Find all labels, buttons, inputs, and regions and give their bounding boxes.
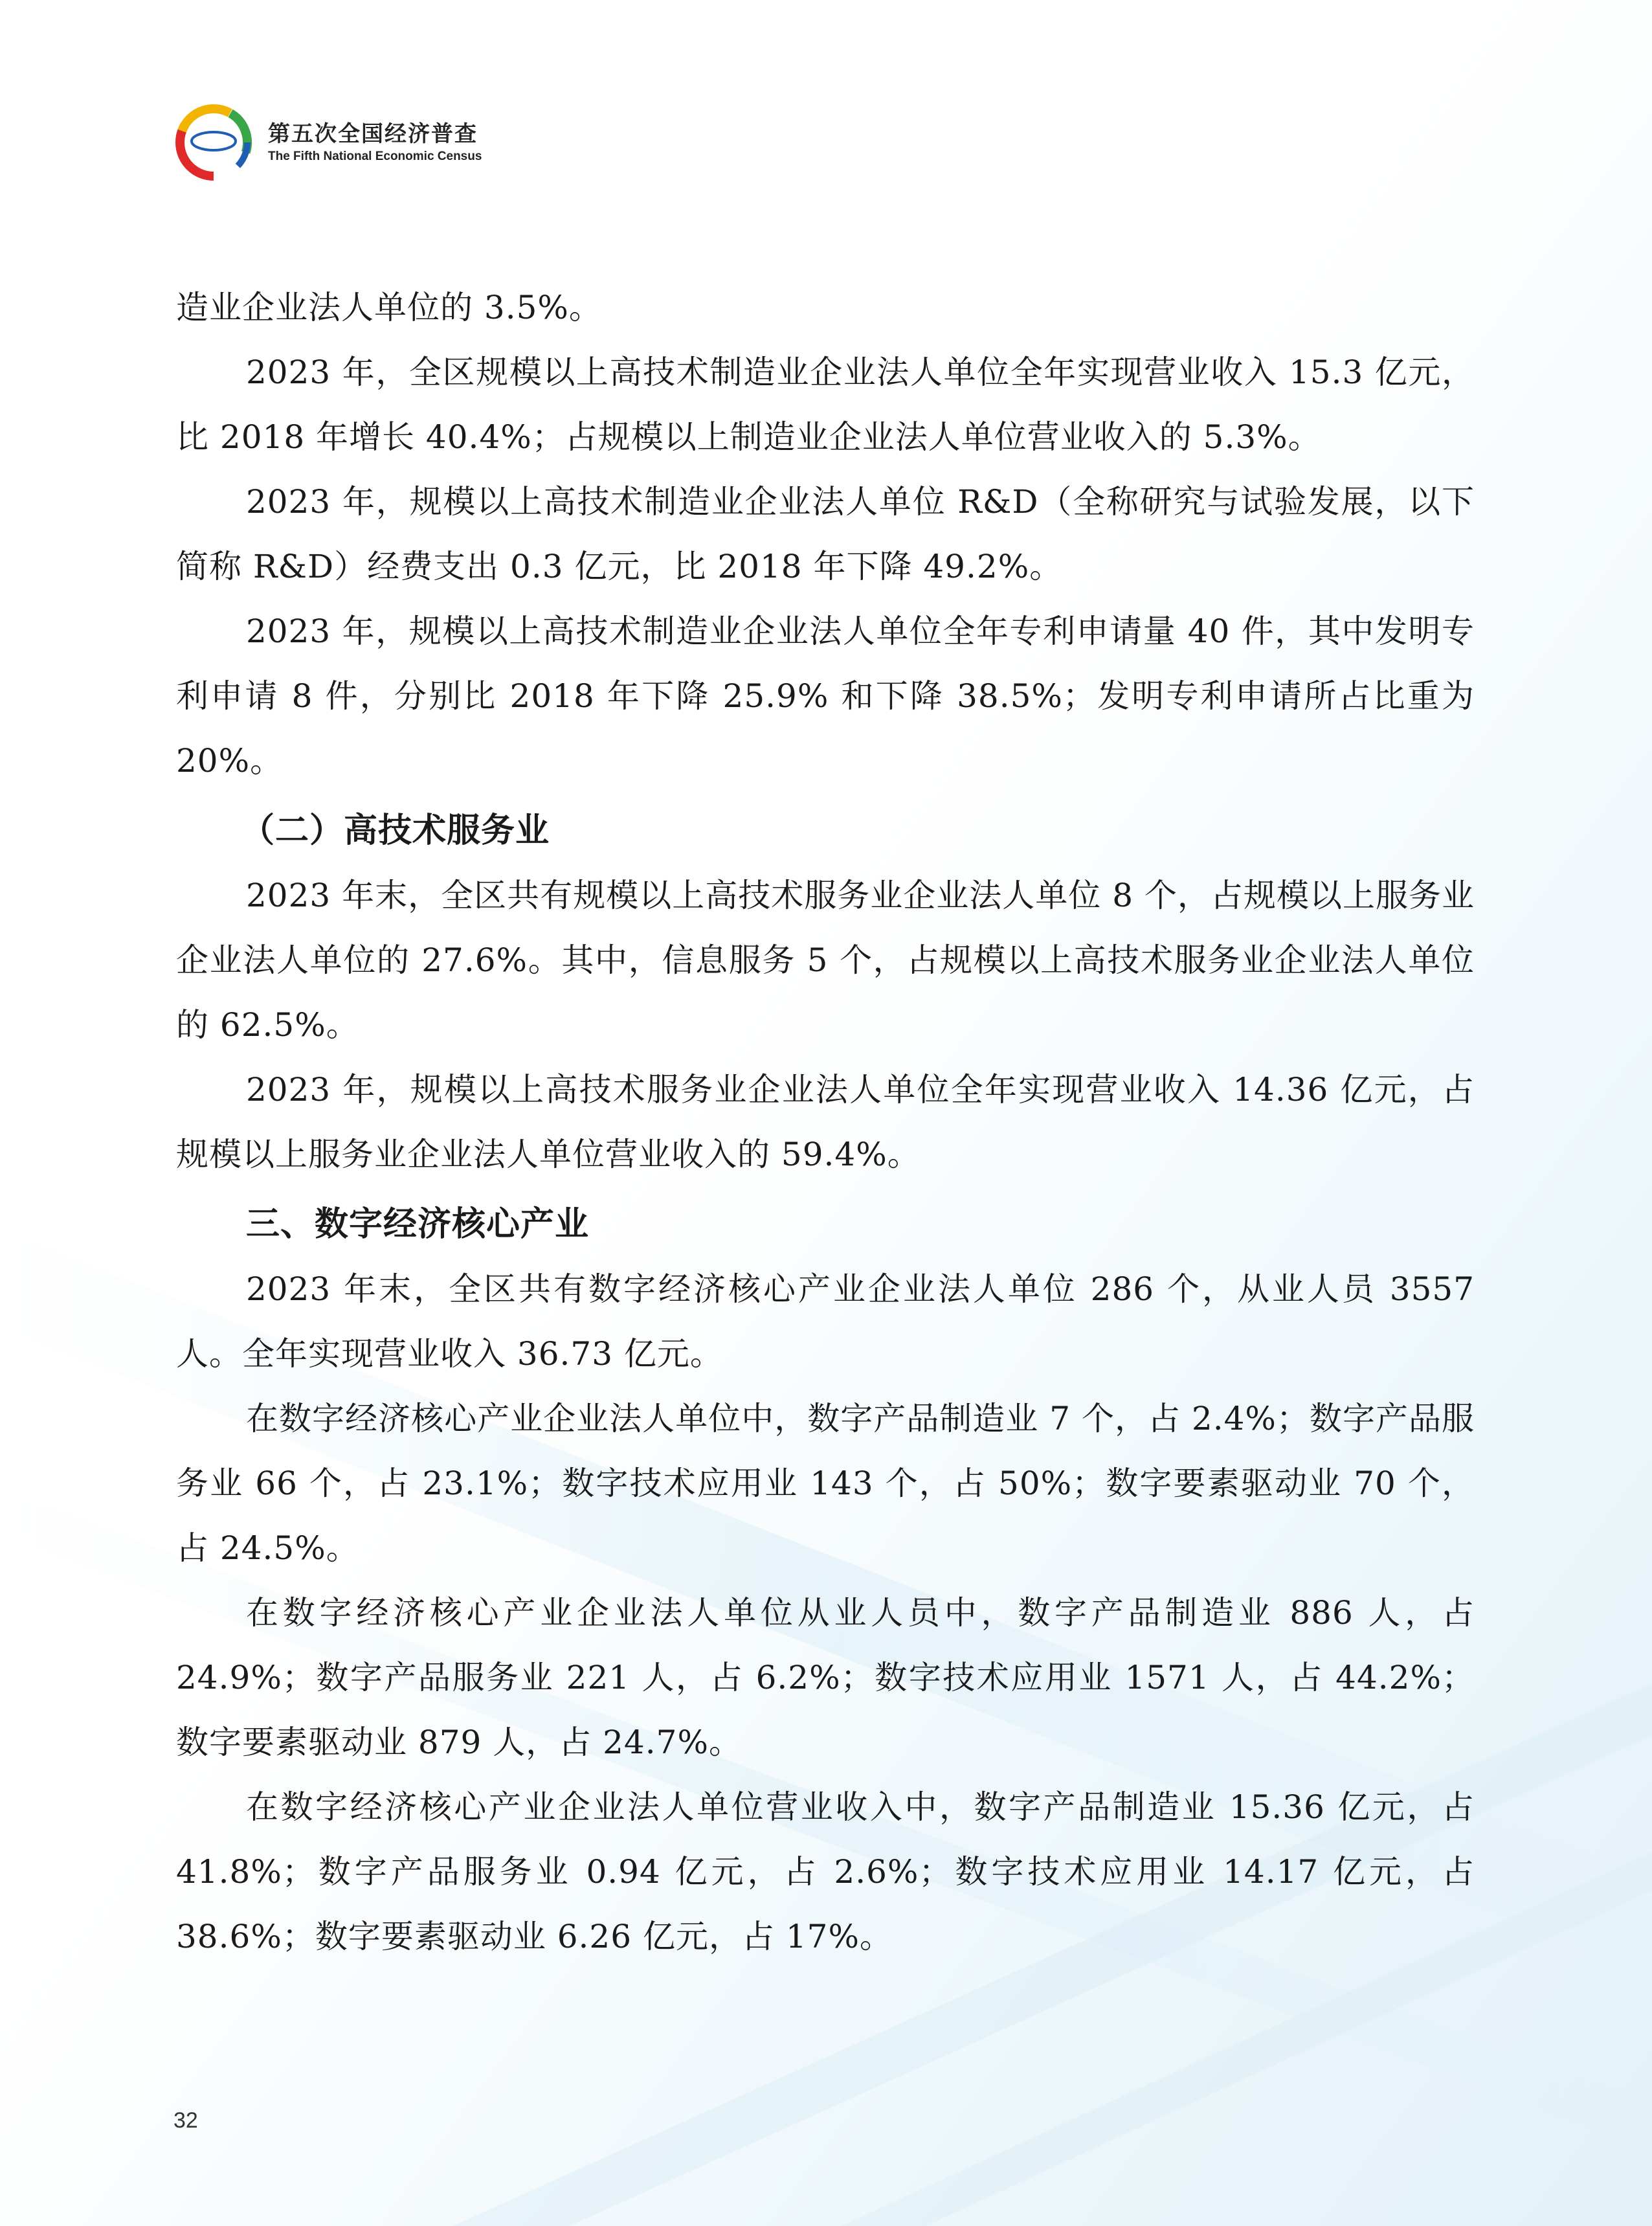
census-title-en: The Fifth National Economic Census: [268, 150, 482, 163]
page-number: 32: [173, 2108, 198, 2133]
body-content: [176, 275, 1475, 1969]
paragraph: 造业企业法人单位的 3.5%。: [176, 289, 602, 326]
paragraph: 2023 年，规模以上高技术制造业企业法人单位 R&D（全称研究与试验发展，以下简称 R&D）经费支出 0.3 亿元，比 2018 年下降 49.2%。: [176, 483, 1475, 585]
section-heading: （二）高技术服务业: [241, 811, 550, 850]
paragraph: 2023 年末，全区共有数字经济核心产业企业法人单位 286 个，从业人员 3557 人。全年实现营业收入 36.73 亿元。: [176, 1270, 1475, 1373]
paragraph: 2023 年，规模以上高技术服务业企业法人单位全年实现营业收入 14.36 亿元，占规模以上服务业企业法人单位营业收入的 59.4%。: [176, 1071, 1475, 1173]
section-heading: 三、数字经济核心产业: [246, 1205, 590, 1244]
page-header: [173, 97, 482, 188]
paragraph: 在数字经济核心产业企业法人单位营业收入中，数字产品制造业 15.36 亿元，占 41.8%；数字产品服务业 0.94 亿元，占 2.6%；数字技术应用业 14.17 亿元，占 38.6%；数字要素驱动业 6.26 亿元，占 17%。: [176, 1788, 1475, 1955]
paragraph: 2023 年末，全区共有规模以上高技术服务业企业法人单位 8 个，占规模以上服务业企业法人单位的 27.6%。其中，信息服务 5 个，占规模以上高技术服务业企业法人单位的 62.5%。: [176, 877, 1475, 1044]
paragraph: 2023 年，规模以上高技术制造业企业法人单位全年专利申请量 40 件，其中发明专利申请 8 件，分别比 2018 年下降 25.9% 和下降 38.5%；发明专利申请所占比重为 20%。: [176, 613, 1475, 780]
header-text: [268, 120, 482, 165]
paragraph: 在数字经济核心产业企业法人单位从业人员中，数字产品制造业 886 人，占 24.9%；数字产品服务业 221 人，占 6.2%；数字技术应用业 1571 人，占 44.2%；数字要素驱动业 879 人，占 24.7%。: [176, 1594, 1475, 1761]
census-logo-icon: [173, 102, 254, 183]
paragraph: 在数字经济核心产业企业法人单位中，数字产品制造业 7 个，占 2.4%；数字产品服务业 66 个，占 23.1%；数字技术应用业 143 个，占 50%；数字要素驱动业 70 个，占 24.5%。: [176, 1400, 1475, 1567]
paragraph: 2023 年，全区规模以上高技术制造业企业法人单位全年实现营业收入 15.3 亿元，比 2018 年增长 40.4%；占规模以上制造业企业法人单位营业收入的 5.3%。: [176, 354, 1475, 456]
census-title-cn: 第五次全国经济普查: [268, 121, 478, 147]
